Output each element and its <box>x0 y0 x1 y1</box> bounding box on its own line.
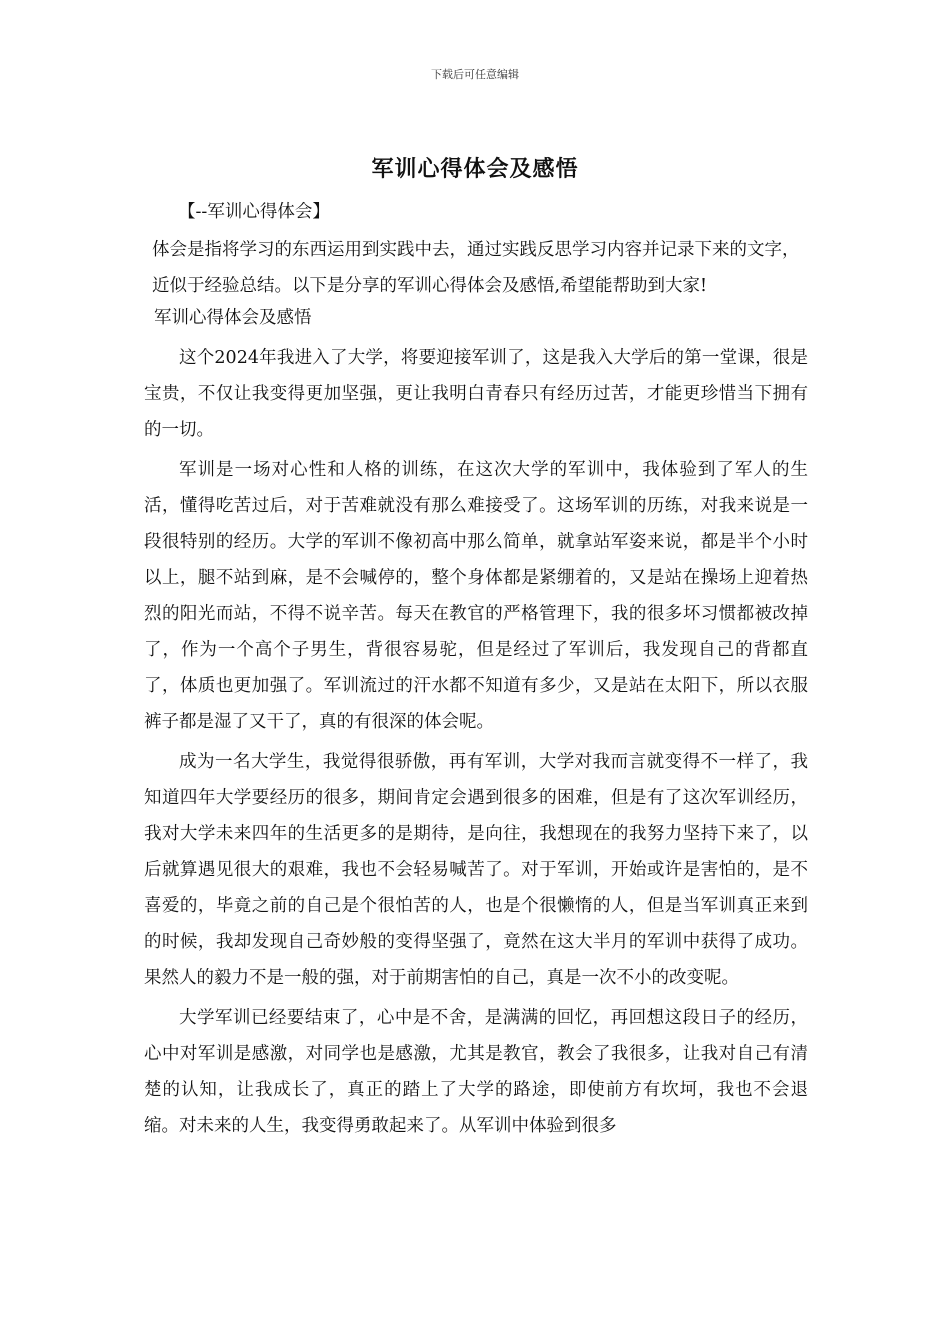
header-note: 下载后可任意编辑 <box>431 68 519 81</box>
body-paragraph-4: 大学军训已经要结束了，心中是不舍，是满满的回忆，再回想这段日子的经历，心中对军训是感激，对同学也是感激，尤其是教官，教会了我很多，让我对自己有清楚的认知，让我成长了，真正的踏上了大学的路途，即使前方有坎坷，我也不会退缩。对未来的人生，我变得勇敢起来了。从军训中体验到很多 <box>144 1008 808 1136</box>
intro-paragraph: 体会是指将学习的东西运用到实践中去，通过实践反思学习内容并记录下来的文字，近似于经验总结。以下是分享的军训心得体会及感悟,希望能帮助到大家! <box>152 240 800 296</box>
sub-heading: 军训心得体会及感悟 <box>154 308 312 328</box>
document-title: 军训心得体会及感悟 <box>371 156 579 182</box>
body-paragraph-3: 成为一名大学生，我觉得很骄傲，再有军训，大学对我而言就变得不一样了，我知道四年大学要经历的很多，期间肯定会遇到很多的困难，但是有了这次军训经历，我对大学未来四年的生活更多的是期待，是向往，我想现在的我努力坚持下来了，以后就算遇见很大的艰难，我也不会轻易喊苦了。对于军训，开始或许是害怕的，是不喜爱的，毕竟之前的自己是个很怕苦的人，也是个很懒惰的人，但是当军训真正来到的时候，我却发现自己奇妙般的变得坚强了，竟然在这大半月的军训中获得了成功。果然人的毅力不是一般的强，对于前期害怕的自己，真是一次不小的改变呢。 <box>144 752 808 988</box>
section-heading: 【--军训心得体会】 <box>178 202 330 222</box>
document-body <box>144 198 808 1148</box>
body-paragraph-2: 军训是一场对心性和人格的训练，在这次大学的军训中，我体验到了军人的生活，懂得吃苦过后，对于苦难就没有那么难接受了。这场军训的历练，对我来说是一段很特别的经历。大学的军训不像初高中那么简单，就拿站军姿来说，都是半个小时以上，腿不站到麻，是不会喊停的，整个身体都是紧绷着的，又是站在操场上迎着热烈的阳光而站，不得不说辛苦。每天在教官的严格管理下，我的很多坏习惯都被改掉了，作为一个高个子男生，背很容易驼，但是经过了军训后，我发现自己的背都直了，体质也更加强了。军训流过的汗水都不知道有多少，又是站在太阳下，所以衣服裤子都是湿了又干了，真的有很深的体会呢。 <box>144 460 808 732</box>
body-paragraph-1: 这个2024年我进入了大学，将要迎接军训了，这是我入大学后的第一堂课，很是宝贵，不仅让我变得更加坚强，更让我明白青春只有经历过苦，才能更珍惜当下拥有的一切。 <box>144 348 808 440</box>
